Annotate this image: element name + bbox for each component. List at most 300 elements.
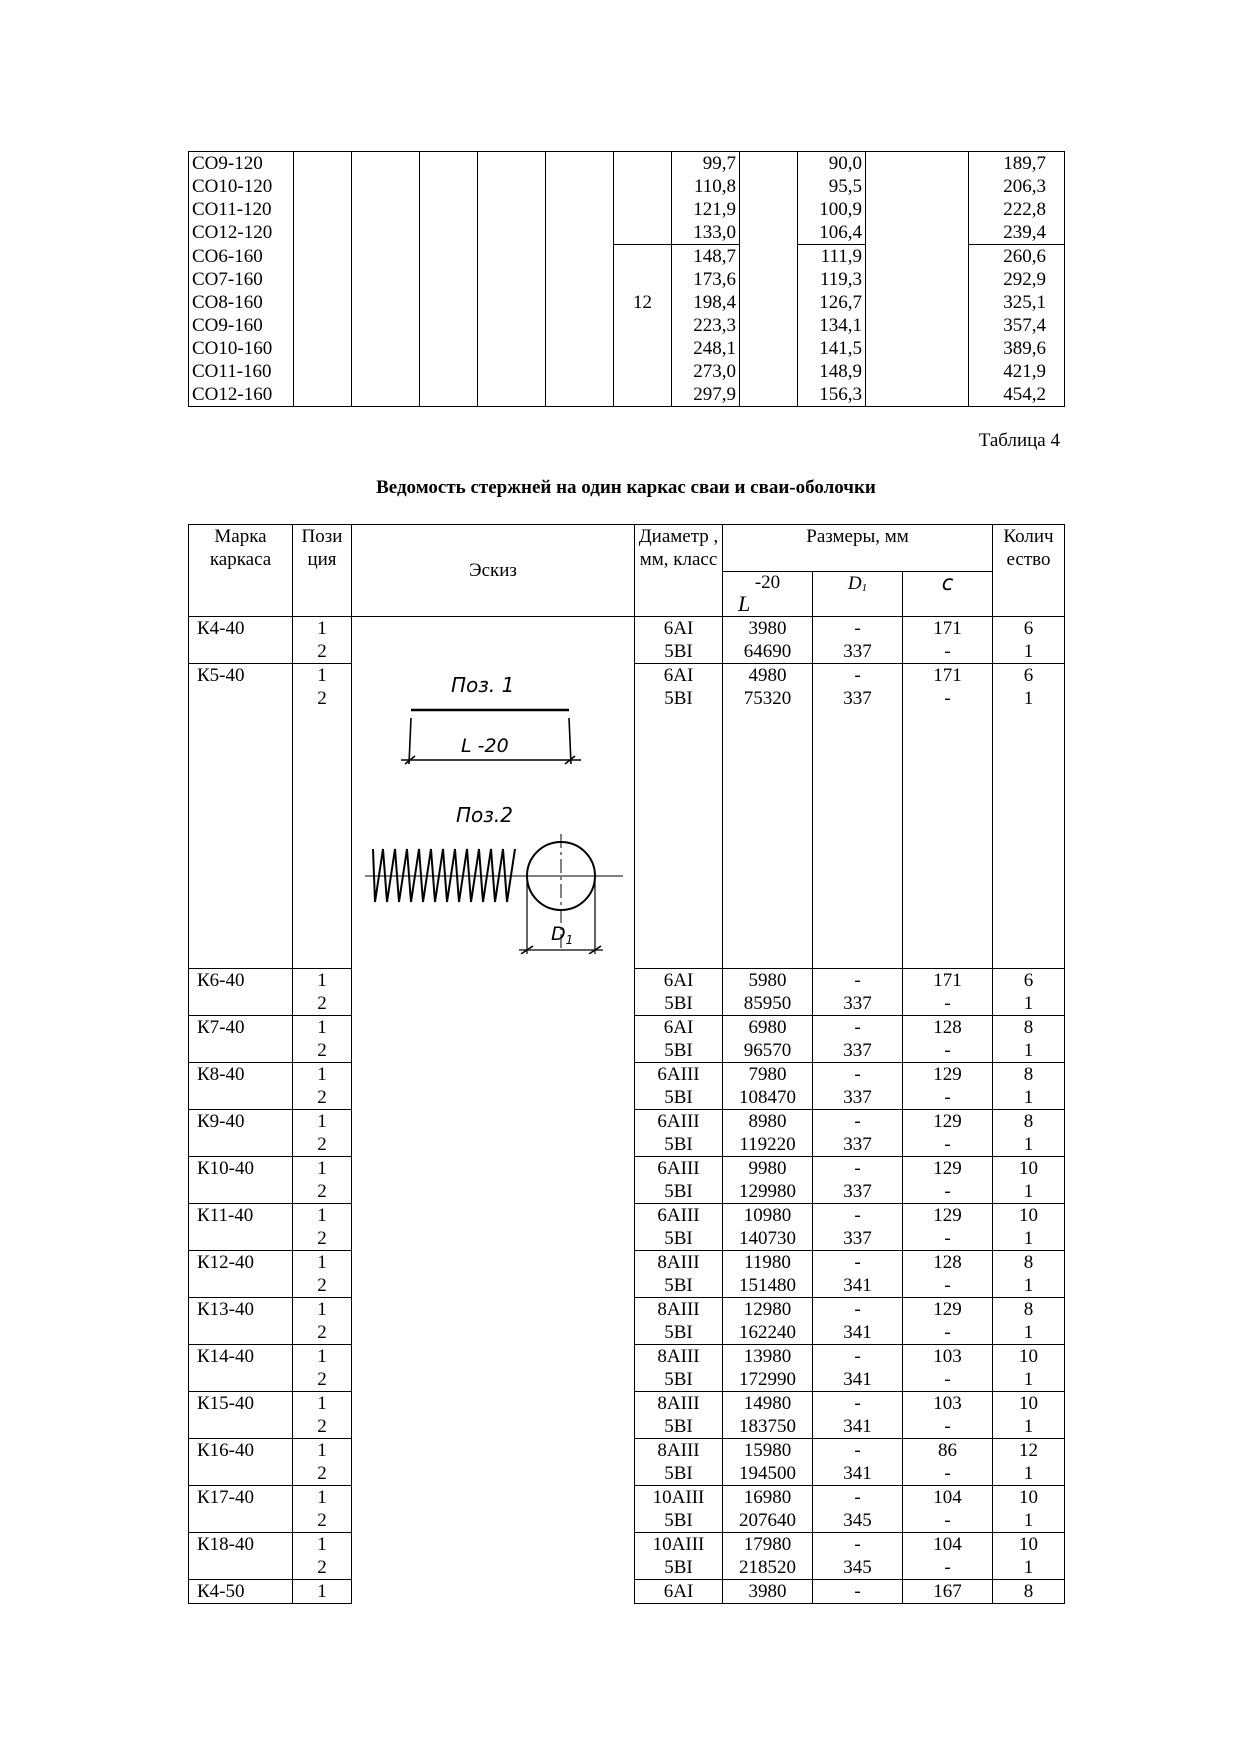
cell-position-value: 2 bbox=[317, 993, 327, 1014]
top-cell-empty bbox=[866, 152, 969, 176]
cell-D1-value: 345 bbox=[843, 1557, 872, 1578]
cell-diameter bbox=[635, 1298, 723, 1345]
header-sketch: Эскиз bbox=[352, 525, 635, 617]
top-cell-empty bbox=[420, 152, 478, 176]
top-cell-mark: СО11-160 bbox=[189, 360, 294, 383]
top-table-row bbox=[189, 383, 1065, 407]
cell-c-value: 103 bbox=[933, 1393, 962, 1414]
top-cell-empty bbox=[420, 314, 478, 337]
top-cell-c10: 106,4 bbox=[798, 221, 866, 245]
cell-sketch-blank bbox=[352, 969, 635, 1604]
cell-c-value: - bbox=[944, 1134, 951, 1155]
cell-diameter-value: 6AI bbox=[663, 618, 694, 639]
cell-L bbox=[723, 617, 813, 664]
cell-L bbox=[723, 1063, 813, 1110]
cell-L-value: 14980 bbox=[743, 1393, 792, 1414]
cell-diameter bbox=[635, 1251, 723, 1298]
cell-D1 bbox=[813, 1251, 903, 1298]
cell-L-value: 96570 bbox=[743, 1040, 792, 1061]
top-cell-empty bbox=[352, 221, 420, 245]
table-title: Ведомость стержней на один каркас сваи и сваи-оболочки bbox=[376, 477, 876, 498]
cell-quantity bbox=[993, 1204, 1065, 1251]
cell-quantity bbox=[993, 1486, 1065, 1533]
cell-c-value: 128 bbox=[933, 1017, 962, 1038]
cell-diameter-value: 5BI bbox=[664, 641, 693, 662]
cell-L-value: 6980 bbox=[748, 1017, 787, 1038]
cell-c-value: - bbox=[944, 1275, 951, 1296]
cell-D1-value: - bbox=[854, 1017, 861, 1038]
top-cell-empty bbox=[866, 360, 969, 383]
cell-diameter-value: 5BI bbox=[664, 1416, 693, 1437]
cell-c-value: - bbox=[944, 688, 951, 709]
cell-quantity-value: 8 bbox=[1023, 1299, 1034, 1320]
cell-quantity bbox=[993, 969, 1065, 1016]
cell-c-value: - bbox=[944, 1181, 951, 1202]
header-c: c bbox=[903, 572, 993, 617]
cell-diameter bbox=[635, 1063, 723, 1110]
cell-diameter-value: 5BI bbox=[664, 1510, 693, 1531]
cell-L-value: 16980 bbox=[743, 1487, 792, 1508]
cell-diameter-value: 8AIII bbox=[657, 1252, 700, 1273]
cell-L-value: 151480 bbox=[739, 1275, 796, 1296]
cell-diameter bbox=[635, 1439, 723, 1486]
cell-D1-value: - bbox=[854, 1158, 861, 1179]
top-cell-empty bbox=[866, 268, 969, 291]
cell-position bbox=[293, 1110, 352, 1157]
cell-mark: К8-40 bbox=[189, 1063, 293, 1110]
top-cell-empty bbox=[740, 245, 798, 269]
cell-diameter-value: 5BI bbox=[664, 1134, 693, 1155]
top-cell-empty bbox=[740, 221, 798, 245]
cell-position-value: 1 bbox=[317, 1299, 327, 1320]
cell-diameter-value: 6AI bbox=[663, 970, 694, 991]
cell-position-value: 1 bbox=[317, 1111, 327, 1132]
top-cell-c12: 357,4 bbox=[969, 314, 1065, 337]
cell-D1-value: 337 bbox=[843, 1228, 872, 1249]
top-table-row bbox=[189, 198, 1065, 221]
cell-L-value: 85950 bbox=[743, 993, 792, 1014]
cell-diameter-value: 10AIII bbox=[652, 1534, 705, 1555]
cell-position bbox=[293, 1486, 352, 1533]
cell-diameter-value: 6AIII bbox=[657, 1064, 700, 1085]
top-cell-empty bbox=[352, 337, 420, 360]
top-cell-c8: 110,8 bbox=[672, 175, 740, 198]
top-cell-empty bbox=[352, 383, 420, 407]
cell-position-value: 2 bbox=[317, 1040, 327, 1061]
cell-D1-value: 337 bbox=[843, 1181, 872, 1202]
cell-c-value: 129 bbox=[933, 1064, 962, 1085]
rod-sketch bbox=[351, 664, 634, 954]
cell-D1 bbox=[813, 1439, 903, 1486]
top-cell-mark: СО9-120 bbox=[189, 152, 294, 176]
top-cell-c12: 421,9 bbox=[969, 360, 1065, 383]
cell-quantity bbox=[993, 664, 1065, 969]
top-cell-empty bbox=[866, 291, 969, 314]
top-cell-c10: 95,5 bbox=[798, 175, 866, 198]
cell-L bbox=[723, 1251, 813, 1298]
top-cell-mark: СО9-160 bbox=[189, 314, 294, 337]
cell-position bbox=[293, 664, 352, 969]
cell-L-value: 15980 bbox=[743, 1440, 792, 1461]
top-cell-empty bbox=[478, 291, 546, 314]
cell-quantity-value: 8 bbox=[1023, 1252, 1034, 1273]
cell-position-value: 2 bbox=[317, 688, 327, 709]
top-cell-c12: 389,6 bbox=[969, 337, 1065, 360]
top-cell-c8: 133,0 bbox=[672, 221, 740, 245]
cell-D1-value: - bbox=[854, 665, 861, 686]
cell-position-value: 2 bbox=[317, 1228, 327, 1249]
cell-position bbox=[293, 1157, 352, 1204]
cell-position-value: 2 bbox=[317, 1463, 327, 1484]
cell-c bbox=[903, 664, 993, 969]
cell-c-value: 171 bbox=[933, 665, 962, 686]
top-cell-empty bbox=[546, 360, 614, 383]
header-D1: D1 bbox=[813, 572, 903, 617]
cell-quantity bbox=[993, 1251, 1065, 1298]
top-cell-empty bbox=[352, 152, 420, 176]
cell-c-value: - bbox=[944, 1510, 951, 1531]
cell-quantity bbox=[993, 1533, 1065, 1580]
cell-D1 bbox=[813, 1204, 903, 1251]
cell-quantity-value: 6 bbox=[1023, 665, 1034, 686]
cell-position-value: 2 bbox=[317, 1275, 327, 1296]
top-cell-empty bbox=[740, 360, 798, 383]
top-cell-empty bbox=[420, 360, 478, 383]
top-cell-c8: 121,9 bbox=[672, 198, 740, 221]
cell-diameter-value: 6AIII bbox=[657, 1158, 700, 1179]
cell-position-value: 1 bbox=[317, 1346, 327, 1367]
top-cell-empty bbox=[740, 314, 798, 337]
top-cell-c10: 90,0 bbox=[798, 152, 866, 176]
top-cell-empty bbox=[740, 198, 798, 221]
cell-mark: К9-40 bbox=[189, 1110, 293, 1157]
cell-L bbox=[723, 1204, 813, 1251]
cell-position-value: 1 bbox=[317, 1205, 327, 1226]
cell-diameter-value: 6AI bbox=[663, 665, 694, 686]
cell-c-value: - bbox=[944, 1557, 951, 1578]
cell-diameter bbox=[635, 1157, 723, 1204]
top-cell-empty bbox=[420, 221, 478, 245]
cell-c-value: - bbox=[944, 641, 951, 662]
top-cell-mark: СО12-160 bbox=[189, 383, 294, 407]
cell-D1-value: 337 bbox=[843, 641, 872, 662]
top-cell-c8: 273,0 bbox=[672, 360, 740, 383]
cell-mark: К6-40 bbox=[189, 969, 293, 1016]
cell-quantity-value: 1 bbox=[1023, 1416, 1034, 1437]
cell-c bbox=[903, 1063, 993, 1110]
top-cell-empty bbox=[294, 383, 352, 407]
top-cell-empty bbox=[866, 337, 969, 360]
top-cell-empty bbox=[866, 245, 969, 269]
header-sizes: Размеры, мм bbox=[723, 525, 993, 572]
cell-c bbox=[903, 1392, 993, 1439]
header-quantity: Колич ество bbox=[993, 525, 1065, 617]
top-cell-empty bbox=[420, 383, 478, 407]
cell-L bbox=[723, 969, 813, 1016]
cell-c-value: 129 bbox=[933, 1158, 962, 1179]
top-cell-c7 bbox=[614, 198, 672, 221]
cell-diameter-value: 8AIII bbox=[657, 1299, 700, 1320]
top-cell-empty bbox=[352, 245, 420, 269]
cell-D1-value: 337 bbox=[843, 1087, 872, 1108]
cell-L-value: 207640 bbox=[739, 1510, 796, 1531]
top-cell-empty bbox=[294, 152, 352, 176]
cell-quantity-value: 10 bbox=[1019, 1487, 1039, 1508]
cell-D1-value: 345 bbox=[843, 1510, 872, 1531]
cell-quantity-value: 10 bbox=[1019, 1158, 1039, 1179]
top-cell-empty bbox=[352, 360, 420, 383]
top-cell-empty bbox=[866, 221, 969, 245]
cell-D1-value: - bbox=[854, 1440, 861, 1461]
top-cell-c7 bbox=[614, 175, 672, 198]
top-cell-empty bbox=[546, 291, 614, 314]
cell-diameter-value: 8AIII bbox=[657, 1346, 700, 1367]
top-cell-empty bbox=[294, 268, 352, 291]
cell-diameter-value: 5BI bbox=[664, 1322, 693, 1343]
sketch-l20-label: L -20 bbox=[461, 735, 509, 757]
top-table-row bbox=[189, 360, 1065, 383]
cell-D1-value: - bbox=[854, 1393, 861, 1414]
cell-diameter-value: 5BI bbox=[664, 993, 693, 1014]
cell-c-value: 129 bbox=[933, 1111, 962, 1132]
cell-c-value: - bbox=[944, 1369, 951, 1390]
cell-L-value: 183750 bbox=[739, 1416, 796, 1437]
top-cell-empty bbox=[866, 314, 969, 337]
top-cell-empty bbox=[294, 245, 352, 269]
cell-position-value: 2 bbox=[317, 641, 327, 662]
top-cell-empty bbox=[420, 291, 478, 314]
cell-quantity bbox=[993, 1392, 1065, 1439]
cell-L-value: 17980 bbox=[743, 1534, 792, 1555]
top-cell-empty bbox=[866, 383, 969, 407]
cell-quantity bbox=[993, 1345, 1065, 1392]
cell-L bbox=[723, 1580, 813, 1604]
cell-c bbox=[903, 1016, 993, 1063]
cell-D1-value: 337 bbox=[843, 688, 872, 709]
cell-position bbox=[293, 969, 352, 1016]
cell-D1-value: - bbox=[854, 970, 861, 991]
cell-diameter bbox=[635, 664, 723, 969]
cell-D1-value: 337 bbox=[843, 1134, 872, 1155]
cell-c-value: 128 bbox=[933, 1252, 962, 1273]
cell-L-value: 129980 bbox=[739, 1181, 796, 1202]
cell-diameter-value: 5BI bbox=[664, 1087, 693, 1108]
cell-L-value: 8980 bbox=[748, 1111, 787, 1132]
top-cell-empty bbox=[420, 175, 478, 198]
cell-quantity bbox=[993, 1298, 1065, 1345]
top-cell-empty bbox=[546, 152, 614, 176]
cell-c-value: 129 bbox=[933, 1299, 962, 1320]
rods-table-row bbox=[189, 969, 1065, 1016]
top-cell-empty bbox=[478, 360, 546, 383]
cell-diameter bbox=[635, 1110, 723, 1157]
top-table-row bbox=[189, 337, 1065, 360]
cell-position bbox=[293, 1063, 352, 1110]
top-cell-empty bbox=[420, 268, 478, 291]
cell-D1 bbox=[813, 1345, 903, 1392]
cell-quantity-value: 1 bbox=[1023, 1369, 1034, 1390]
top-cell-c7 bbox=[614, 360, 672, 383]
top-cell-empty bbox=[546, 314, 614, 337]
cell-c-value: 171 bbox=[933, 618, 962, 639]
top-cell-empty bbox=[478, 383, 546, 407]
sketch-pos2-label: Поз.2 bbox=[456, 803, 513, 827]
cell-mark: К7-40 bbox=[189, 1016, 293, 1063]
cell-c-value: 167 bbox=[933, 1581, 962, 1602]
top-cell-c7 bbox=[614, 383, 672, 407]
cell-D1-value: 341 bbox=[843, 1322, 872, 1343]
cell-L-value: 140730 bbox=[739, 1228, 796, 1249]
top-cell-empty bbox=[352, 291, 420, 314]
cell-quantity-value: 8 bbox=[1023, 1581, 1034, 1602]
cell-D1 bbox=[813, 1486, 903, 1533]
cell-diameter-value: 8AIII bbox=[657, 1393, 700, 1414]
cell-position-value: 1 bbox=[317, 1440, 327, 1461]
cell-position bbox=[293, 1016, 352, 1063]
cell-diameter-value: 5BI bbox=[664, 1557, 693, 1578]
cell-diameter-value: 5BI bbox=[664, 1181, 693, 1202]
cell-L bbox=[723, 1533, 813, 1580]
top-table-row bbox=[189, 152, 1065, 176]
cell-diameter-value: 5BI bbox=[664, 1040, 693, 1061]
cell-D1-value: - bbox=[854, 1581, 861, 1602]
cell-quantity-value: 1 bbox=[1023, 688, 1034, 709]
cell-L-value: 119220 bbox=[739, 1134, 796, 1155]
cell-position bbox=[293, 1392, 352, 1439]
top-cell-empty bbox=[740, 291, 798, 314]
top-cell-empty bbox=[420, 245, 478, 269]
cell-quantity-value: 12 bbox=[1019, 1440, 1039, 1461]
cell-quantity-value: 1 bbox=[1023, 1557, 1034, 1578]
cell-position-value: 2 bbox=[317, 1181, 327, 1202]
top-cell-c8: 99,7 bbox=[672, 152, 740, 176]
cell-D1 bbox=[813, 1016, 903, 1063]
cell-c bbox=[903, 969, 993, 1016]
cell-quantity-value: 1 bbox=[1023, 1322, 1034, 1343]
cell-quantity-value: 1 bbox=[1023, 993, 1034, 1014]
top-cell-empty bbox=[352, 314, 420, 337]
cell-c bbox=[903, 1204, 993, 1251]
cell-c-value: - bbox=[944, 1087, 951, 1108]
top-table bbox=[188, 151, 1065, 407]
top-cell-mark: СО7-160 bbox=[189, 268, 294, 291]
cell-L-value: 9980 bbox=[748, 1158, 787, 1179]
cell-quantity-value: 8 bbox=[1023, 1017, 1034, 1038]
cell-quantity-value: 10 bbox=[1019, 1205, 1039, 1226]
cell-quantity-value: 1 bbox=[1023, 1087, 1034, 1108]
cell-quantity-value: 1 bbox=[1023, 1275, 1034, 1296]
cell-diameter-value: 10AIII bbox=[652, 1487, 705, 1508]
cell-L-value: 162240 bbox=[739, 1322, 796, 1343]
cell-L-value: 7980 bbox=[748, 1064, 787, 1085]
cell-D1 bbox=[813, 1298, 903, 1345]
top-cell-empty bbox=[294, 337, 352, 360]
top-table-row bbox=[189, 175, 1065, 198]
cell-position-value: 1 bbox=[317, 665, 327, 686]
cell-L-value: 3980 bbox=[748, 1581, 787, 1602]
top-cell-c12: 292,9 bbox=[969, 268, 1065, 291]
top-table-row bbox=[189, 291, 1065, 314]
cell-c-value: 129 bbox=[933, 1205, 962, 1226]
cell-quantity bbox=[993, 1110, 1065, 1157]
cell-L-value: 4980 bbox=[748, 665, 787, 686]
top-cell-c12: 325,1 bbox=[969, 291, 1065, 314]
cell-c-value: 86 bbox=[938, 1440, 957, 1461]
cell-diameter-value: 5BI bbox=[664, 1228, 693, 1249]
cell-diameter bbox=[635, 1204, 723, 1251]
top-cell-empty bbox=[294, 314, 352, 337]
cell-D1-value: 341 bbox=[843, 1275, 872, 1296]
top-cell-c7: 12 bbox=[614, 291, 672, 314]
cell-diameter-value: 6AIII bbox=[657, 1111, 700, 1132]
cell-position bbox=[293, 617, 352, 664]
top-cell-empty bbox=[478, 221, 546, 245]
top-cell-mark: СО11-120 bbox=[189, 198, 294, 221]
cell-position-value: 1 bbox=[317, 1487, 327, 1508]
cell-mark: К10-40 bbox=[189, 1157, 293, 1204]
top-cell-mark: СО10-120 bbox=[189, 175, 294, 198]
top-cell-empty bbox=[294, 360, 352, 383]
header-position: Пози ция bbox=[293, 525, 352, 617]
cell-c bbox=[903, 1580, 993, 1604]
cell-D1 bbox=[813, 1157, 903, 1204]
sketch-pos1-label: Поз. 1 bbox=[451, 673, 515, 697]
cell-quantity bbox=[993, 1439, 1065, 1486]
top-table-row bbox=[189, 221, 1065, 245]
cell-c-value: - bbox=[944, 1463, 951, 1484]
cell-quantity-value: 1 bbox=[1023, 1181, 1034, 1202]
top-cell-empty bbox=[866, 175, 969, 198]
top-cell-empty bbox=[740, 268, 798, 291]
cell-diameter bbox=[635, 1580, 723, 1604]
cell-quantity-value: 1 bbox=[1023, 641, 1034, 662]
header-diameter: Диаметр , мм, класс bbox=[635, 525, 723, 617]
cell-c bbox=[903, 1345, 993, 1392]
cell-D1-value: - bbox=[854, 1534, 861, 1555]
cell-D1-value: 341 bbox=[843, 1416, 872, 1437]
top-cell-empty bbox=[866, 198, 969, 221]
cell-c-value: - bbox=[944, 1040, 951, 1061]
cell-mark: К4-50 bbox=[189, 1580, 293, 1604]
top-cell-c8: 148,7 bbox=[672, 245, 740, 269]
top-cell-c10: 141,5 bbox=[798, 337, 866, 360]
cell-L-value: 64690 bbox=[743, 641, 792, 662]
top-cell-c8: 198,4 bbox=[672, 291, 740, 314]
cell-quantity-value: 8 bbox=[1023, 1111, 1034, 1132]
cell-mark: К18-40 bbox=[189, 1533, 293, 1580]
top-cell-empty bbox=[546, 175, 614, 198]
cell-diameter-value: 8AIII bbox=[657, 1440, 700, 1461]
cell-D1-value: - bbox=[854, 1487, 861, 1508]
cell-quantity-value: 1 bbox=[1023, 1463, 1034, 1484]
cell-L bbox=[723, 1157, 813, 1204]
cell-L bbox=[723, 1110, 813, 1157]
top-cell-c12: 189,7 bbox=[969, 152, 1065, 176]
top-cell-empty bbox=[740, 152, 798, 176]
top-cell-mark: СО12-120 bbox=[189, 221, 294, 245]
cell-mark: К4-40 bbox=[189, 617, 293, 664]
cell-quantity-value: 1 bbox=[1023, 1040, 1034, 1061]
cell-c-value: 171 bbox=[933, 970, 962, 991]
cell-position bbox=[293, 1345, 352, 1392]
cell-quantity-value: 1 bbox=[1023, 1134, 1034, 1155]
cell-position-value: 1 bbox=[317, 1252, 327, 1273]
cell-diameter-value: 5BI bbox=[664, 1369, 693, 1390]
top-cell-mark: СО6-160 bbox=[189, 245, 294, 269]
cell-L bbox=[723, 1392, 813, 1439]
cell-L-value: 75320 bbox=[743, 688, 792, 709]
cell-position bbox=[293, 1439, 352, 1486]
